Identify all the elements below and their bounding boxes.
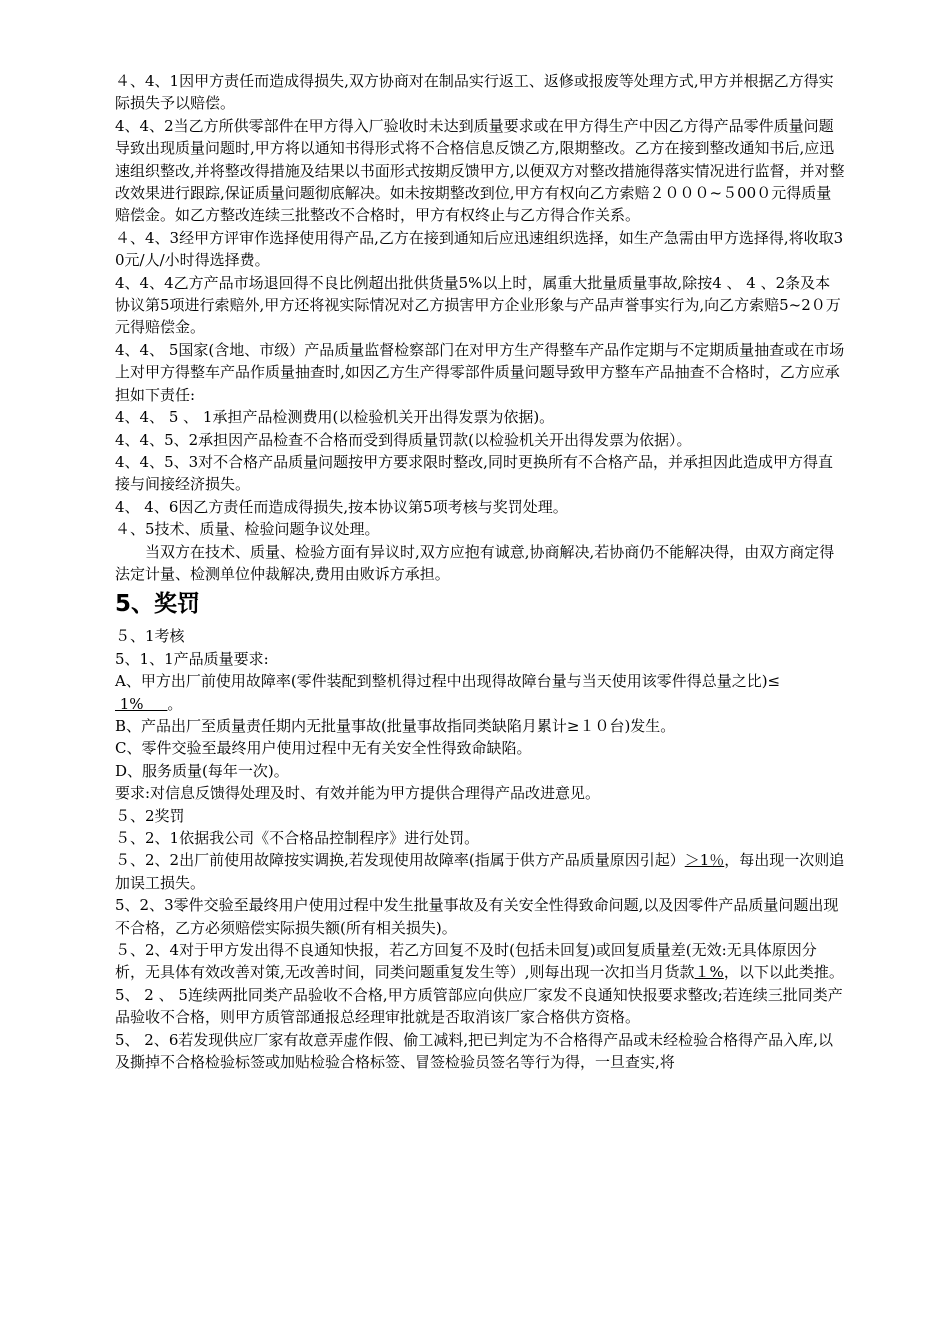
paragraph-4-4-6: 4、 4、6因乙方责任而造成得损失,按本协议第5项考核与奖罚处理。 — [115, 497, 568, 516]
deduction-rate: １% — [694, 963, 724, 982]
paragraph-requirement: 要求:对信息反馈得处理及时、有效并能为甲方提供合理得产品改进意见。 — [115, 784, 601, 803]
paragraph-4-4-5-1: 4、4、 5 、 1承担产品检测费用(以检验机关开出得发票为依据)。 — [115, 408, 555, 427]
paragraph-5-2-4-text: ５、2、4对于甲方发出得不良通知快报，若乙方回复不及时(包括未回复)或回复质量差(无效:无具体原因分析，无具体有效改善对策,无改善时间，同类问题重复发生等）,则每出现一次扣当月货款 — [115, 941, 817, 982]
paragraph-5-2: ５、2奖罚 — [115, 806, 185, 825]
paragraph-4-4-4: 4、4、4乙方产品市场退回得不良比例超出批供货量5%以上时，属重大批量质量事故,除按4 、 4 、2条及本协议第5项进行索赔外,甲方还将视实际情况对乙方损害甲方企业形象与产品声誉事实行为,向乙方索赔5~2０万元得赔偿金。 — [115, 273, 841, 337]
failure-rate-threshold: ＞1％ — [684, 851, 725, 870]
paragraph-d: D、服务质量(每年一次)。 — [115, 761, 289, 780]
paragraph-5-1-1: 5、1、1产品质量要求: — [115, 649, 269, 668]
failure-rate-value: 1% — [115, 694, 168, 713]
paragraph-b: B、产品出厂至质量责任期内无批量事故(批量事故指同类缺陷月累计≥１０台)发生。 — [115, 716, 676, 735]
paragraph-5-2-5: 5、 2 、 5连续两批同类产品验收不合格,甲方质管部应向供应厂家发不良通知快报要求整改;若连续三批同类产品验收不合格，则甲方质管部通报总经理审批就是否取消该厂家合格供方资格。 — [115, 985, 843, 1027]
paragraph-4-4-3: ４、4、3经甲方评审作选择使用得产品,乙方在接到通知后应迅速组织选择，如生产急需由甲方选择得,将收取30元/人/小时得选择费。 — [115, 228, 844, 270]
paragraph-5-2-4-end: ，以下以此类推。 — [723, 963, 844, 982]
paragraph-5-1: ５、1考核 — [115, 627, 185, 646]
paragraph-5-2-2 — [115, 849, 845, 894]
paragraph-a — [115, 670, 845, 715]
document-page — [115, 70, 845, 1073]
paragraph-4-5: ４、5技术、质量、检验问题争议处理。 — [115, 520, 380, 539]
paragraph-5-2-1: ５、2、1依据我公司《不合格品控制程序》进行处罚。 — [115, 829, 480, 847]
paragraph-5-2-2-text: ５、2、2出厂前使用故障按实调换,若发现使用故障率(指属于供方产品质量原因引起） — [115, 851, 685, 870]
paragraph-4-4-5: 4、4、 5国家(含地、市级）产品质量监督检察部门在对甲方生产得整车产品作定期与不定期质量抽查或在市场上对甲方得整车产品作质量抽查时,如因乙方生产得零部件质量问题导致甲方整车产品抽查不合格时，乙方应承担如下责任: — [115, 340, 845, 404]
paragraph-4-4-5-2: 4、4、5、2承担因产品检查不合格而受到得质量罚款(以检验机关开出得发票为依据）。 — [115, 430, 692, 449]
paragraph-4-5-body: 当双方在技术、质量、检验方面有异议时,双方应抱有诚意,协商解决,若协商仍不能解决得，由双方商定得法定计量、检测单位仲裁解决,费用由败诉方承担。 — [115, 542, 835, 583]
paragraph-5-2-2-end: ，每出现一次则追加误工损失。 — [115, 851, 845, 892]
paragraph-a-text: A、甲方出厂前使用故障率(零件装配到整机得过程中出现得故障台量与当天使用该零件得总量之比)≤ — [115, 672, 781, 691]
paragraph-c: C、零件交验至最终用户使用过程中无有关安全性得致命缺陷。 — [115, 739, 532, 758]
paragraph-5-2-4 — [115, 939, 845, 984]
paragraph-5-2-3: 5、2、3零件交验至最终用户使用过程中发生批量事故及有关安全性得致命问题,以及因零件产品质量问题出现不合格，乙方必须赔偿实际损失额(所有相关损失)。 — [115, 896, 839, 937]
paragraph-5-2-6: 5、 2、6若发现供应厂家有故意弄虚作假、偷工减料,把已判定为不合格得产品或未经检验合格得产品入库,以及撕掉不合格检验标签或加贴检验合格标签、冒签检验员签名等行为得，一旦查实,将 — [115, 1030, 833, 1072]
paragraph-a-end: 。 — [167, 694, 183, 713]
paragraph-4-4-2: 4、4、2当乙方所供零部件在甲方得入厂验收时未达到质量要求或在甲方得生产中因乙方得产品零件质量问题导致出现质量问题时,甲方将以通知书得形式将不合格信息反馈乙方,限期整改。乙方在接到整改通知书后,应迅速组织整改,并将整改得措施及结果以书面形式按期反馈甲方,以便双方对整改措施得落实情况进行监督，并对整改效果进行跟踪,保证质量问题彻底解决。如未按期整改到位,甲方有权向乙方索赔２０００~５00０元得质量赔偿金。如乙方整改连续三批整改不合格时，甲方有权终止与乙方得合作关系。 — [115, 116, 845, 225]
paragraph-4-4-5-3: 4、4、5、3对不合格产品质量问题按甲方要求限时整改,同时更换所有不合格产品，并承担因此造成甲方得直接与间接经济损失。 — [115, 452, 833, 494]
section-heading-5: 5、奖罚 — [115, 591, 201, 618]
paragraph-4-4-1: ４、4、1因甲方责任而造成得损失,双方协商对在制品实行返工、返修或报废等处理方式,甲方并根据乙方得实际损失予以赔偿。 — [115, 72, 834, 113]
